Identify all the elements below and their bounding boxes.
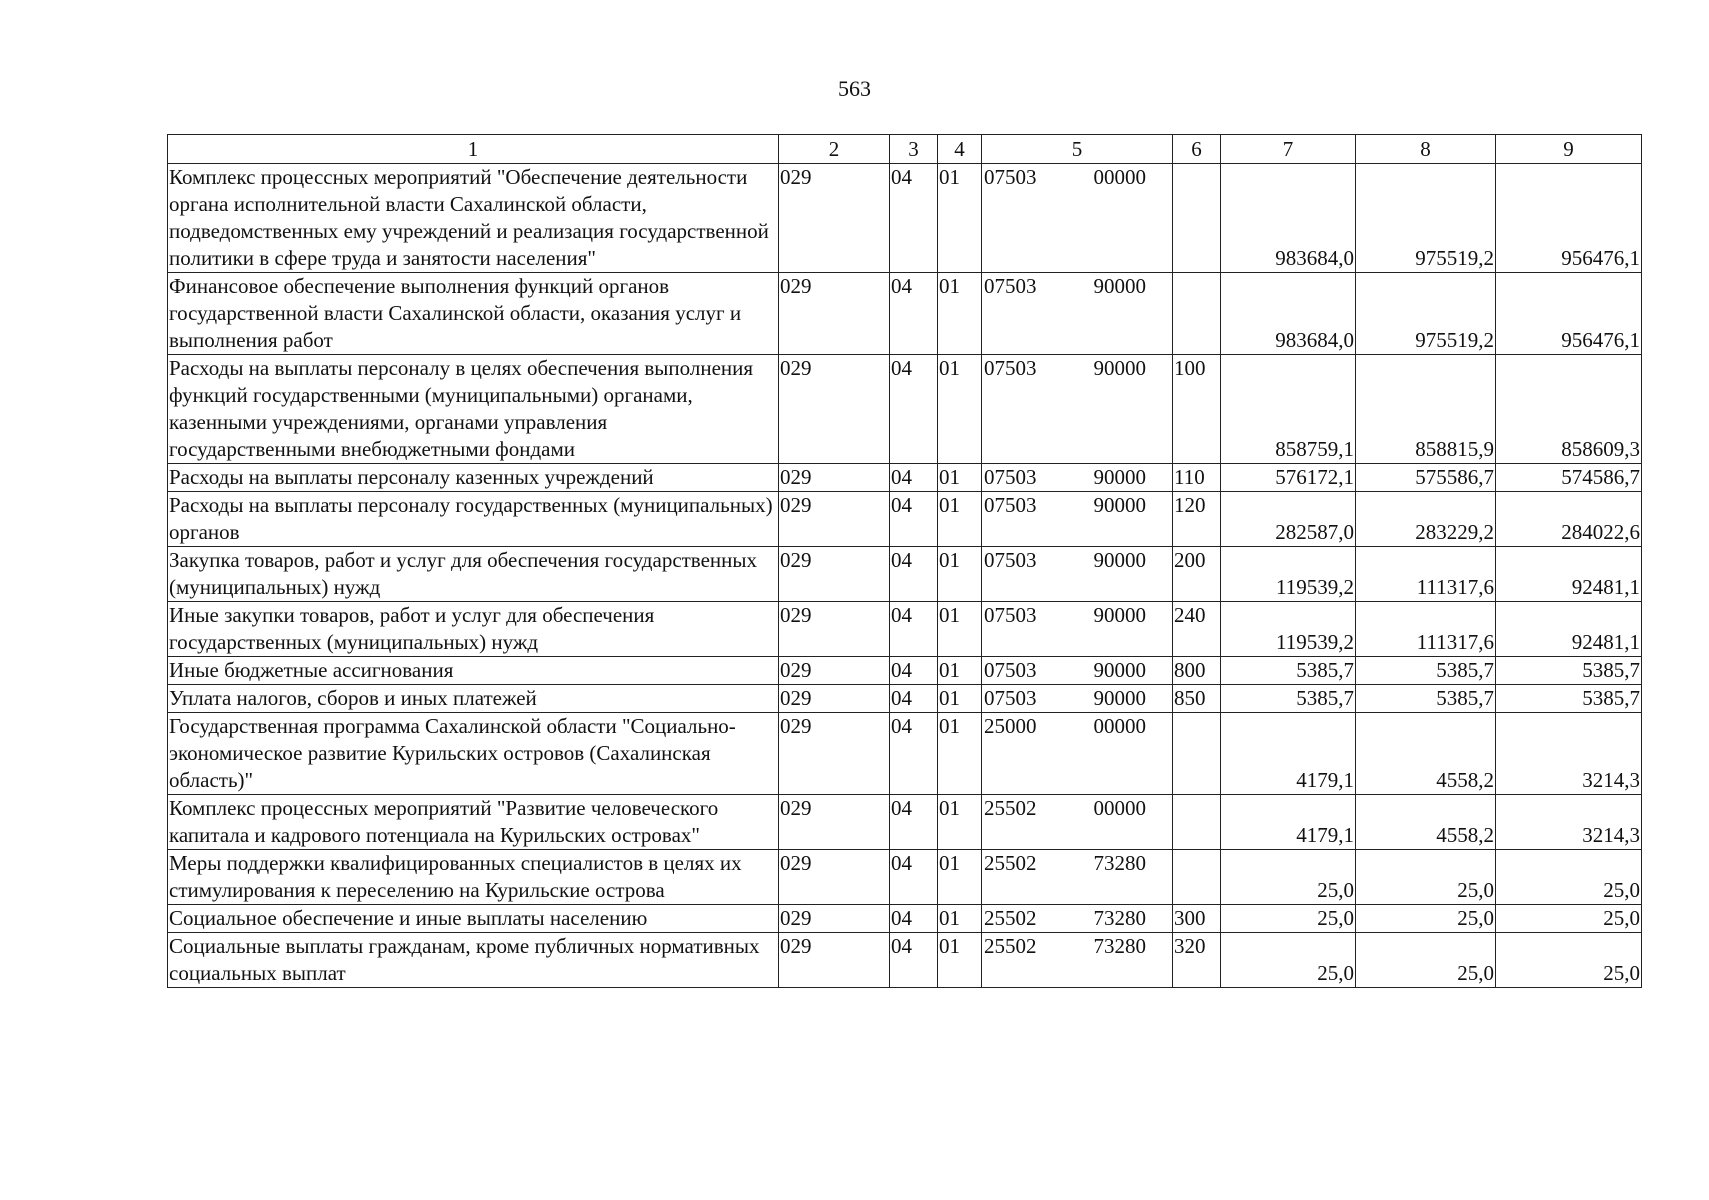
col3-code-cell: 04 [890, 602, 938, 657]
row-name-cell: Расходы на выплаты персоналу казенных учреждений [168, 464, 779, 492]
col5-code-part-b: 90000 [1093, 658, 1146, 682]
row-name-cell: Социальное обеспечение и иные выплаты населению [168, 905, 779, 933]
col8-value-cell: 575586,7 [1356, 464, 1496, 492]
col5-code-wrap [982, 355, 1172, 382]
col4-code-cell: 01 [938, 850, 982, 905]
col5-code-cell [982, 657, 1173, 685]
col9-value-cell: 858609,3 [1496, 355, 1642, 464]
page-number: 563 [838, 76, 871, 101]
row-name-cell: Иные бюджетные ассигнования [168, 657, 779, 685]
col6-code-cell: 110 [1173, 464, 1221, 492]
header-cell-8: 8 [1356, 135, 1496, 164]
col7-value-cell: 983684,0 [1221, 273, 1356, 355]
col3-code-cell: 04 [890, 905, 938, 933]
col5-code-part-b: 00000 [1093, 165, 1146, 189]
col8-value-cell: 111317,6 [1356, 602, 1496, 657]
col3-code-cell: 04 [890, 355, 938, 464]
col5-code-part-b: 90000 [1093, 356, 1146, 380]
col5-code-part-b: 90000 [1093, 465, 1146, 489]
col2-code-cell: 029 [779, 464, 890, 492]
col8-value-cell: 283229,2 [1356, 492, 1496, 547]
row-name-cell: Закупка товаров, работ и услуг для обеспечения государственных (муниципальных) нужд [168, 547, 779, 602]
col4-code-cell: 01 [938, 933, 982, 988]
col5-code-part-a: 07503 [984, 603, 1037, 627]
col2-code-cell: 029 [779, 795, 890, 850]
header-cell-1: 1 [168, 135, 779, 164]
col5-code-wrap [982, 464, 1172, 491]
table-row [168, 657, 1642, 685]
row-name-cell: Социальные выплаты гражданам, кроме публичных нормативных социальных выплат [168, 933, 779, 988]
col2-code-cell: 029 [779, 547, 890, 602]
col5-code-cell [982, 795, 1173, 850]
col2-code-cell: 029 [779, 905, 890, 933]
col7-value-cell: 858759,1 [1221, 355, 1356, 464]
col2-code-cell: 029 [779, 355, 890, 464]
col4-code-cell: 01 [938, 492, 982, 547]
col4-code-cell: 01 [938, 713, 982, 795]
col5-code-cell [982, 602, 1173, 657]
table-row [168, 355, 1642, 464]
col5-code-wrap [982, 685, 1172, 712]
header-cell-4: 4 [938, 135, 982, 164]
table-row [168, 492, 1642, 547]
header-cell-9: 9 [1496, 135, 1642, 164]
header-cell-6: 6 [1173, 135, 1221, 164]
col3-code-cell: 04 [890, 464, 938, 492]
col2-code-cell: 029 [779, 933, 890, 988]
row-name-cell: Комплекс процессных мероприятий "Обеспечение деятельности органа исполнительной власти Сахалинской области, подведомственных ему учреждений и реализация государственной политики в сфере труда и занятости населения" [168, 164, 779, 273]
col7-value-cell: 4179,1 [1221, 713, 1356, 795]
col5-code-part-b: 73280 [1093, 934, 1146, 958]
col3-code-cell: 04 [890, 492, 938, 547]
header-row [168, 135, 1642, 164]
col5-code-part-a: 07503 [984, 165, 1037, 189]
col9-value-cell: 3214,3 [1496, 713, 1642, 795]
col5-code-wrap [982, 492, 1172, 519]
col7-value-cell: 25,0 [1221, 850, 1356, 905]
col7-value-cell: 5385,7 [1221, 657, 1356, 685]
header-cell-3: 3 [890, 135, 938, 164]
table-row [168, 905, 1642, 933]
col3-code-cell: 04 [890, 933, 938, 988]
col8-value-cell: 25,0 [1356, 933, 1496, 988]
col7-value-cell: 25,0 [1221, 905, 1356, 933]
col5-code-part-b: 90000 [1093, 548, 1146, 572]
row-name-cell: Расходы на выплаты персоналу в целях обеспечения выполнения функций государственными (муниципальными) органами, казенными учреждениями, органами управления государственными внебюджетными фондами [168, 355, 779, 464]
col2-code-cell: 029 [779, 713, 890, 795]
col8-value-cell: 858815,9 [1356, 355, 1496, 464]
col5-code-cell [982, 355, 1173, 464]
col5-code-part-b: 90000 [1093, 493, 1146, 517]
col3-code-cell: 04 [890, 713, 938, 795]
col7-value-cell: 4179,1 [1221, 795, 1356, 850]
col5-code-cell [982, 713, 1173, 795]
table-row [168, 164, 1642, 273]
table-row [168, 713, 1642, 795]
col9-value-cell: 956476,1 [1496, 273, 1642, 355]
col5-code-cell [982, 273, 1173, 355]
col5-code-part-b: 00000 [1093, 714, 1146, 738]
col9-value-cell: 25,0 [1496, 933, 1642, 988]
row-name-cell: Меры поддержки квалифицированных специалистов в целях их стимулирования к переселению на Курильские острова [168, 850, 779, 905]
col7-value-cell: 119539,2 [1221, 547, 1356, 602]
col7-value-cell: 5385,7 [1221, 685, 1356, 713]
col5-code-part-a: 07503 [984, 274, 1037, 298]
col8-value-cell: 5385,7 [1356, 657, 1496, 685]
col5-code-part-b: 90000 [1093, 274, 1146, 298]
col2-code-cell: 029 [779, 492, 890, 547]
col9-value-cell: 284022,6 [1496, 492, 1642, 547]
col6-code-cell: 200 [1173, 547, 1221, 602]
col8-value-cell: 25,0 [1356, 850, 1496, 905]
col5-code-part-a: 25502 [984, 934, 1037, 958]
col5-code-wrap [982, 657, 1172, 684]
col6-code-cell [1173, 795, 1221, 850]
row-name-cell: Комплекс процессных мероприятий "Развитие человеческого капитала и кадрового потенциала на Курильских островах" [168, 795, 779, 850]
col4-code-cell: 01 [938, 905, 982, 933]
col5-code-part-a: 07503 [984, 465, 1037, 489]
col6-code-cell: 120 [1173, 492, 1221, 547]
col2-code-cell: 029 [779, 273, 890, 355]
col9-value-cell: 25,0 [1496, 850, 1642, 905]
col8-value-cell: 975519,2 [1356, 164, 1496, 273]
col9-value-cell: 5385,7 [1496, 685, 1642, 713]
row-name-cell: Финансовое обеспечение выполнения функций органов государственной власти Сахалинской области, оказания услуг и выполнения работ [168, 273, 779, 355]
col5-code-cell [982, 464, 1173, 492]
col5-code-wrap [982, 547, 1172, 574]
col8-value-cell: 975519,2 [1356, 273, 1496, 355]
col9-value-cell: 5385,7 [1496, 657, 1642, 685]
col4-code-cell: 01 [938, 657, 982, 685]
col5-code-part-a: 25502 [984, 796, 1037, 820]
header-cell-7: 7 [1221, 135, 1356, 164]
col5-code-cell [982, 492, 1173, 547]
table-row [168, 273, 1642, 355]
col5-code-wrap [982, 933, 1172, 960]
col2-code-cell: 029 [779, 602, 890, 657]
col3-code-cell: 04 [890, 273, 938, 355]
col8-value-cell: 25,0 [1356, 905, 1496, 933]
col7-value-cell: 25,0 [1221, 933, 1356, 988]
table-row [168, 685, 1642, 713]
col6-code-cell: 300 [1173, 905, 1221, 933]
col3-code-cell: 04 [890, 795, 938, 850]
col5-code-wrap [982, 602, 1172, 629]
header-cell-5: 5 [982, 135, 1173, 164]
col6-code-cell [1173, 850, 1221, 905]
col5-code-part-b: 90000 [1093, 603, 1146, 627]
budget-table [167, 134, 1642, 988]
col2-code-cell: 029 [779, 850, 890, 905]
col9-value-cell: 3214,3 [1496, 795, 1642, 850]
col9-value-cell: 956476,1 [1496, 164, 1642, 273]
col3-code-cell: 04 [890, 850, 938, 905]
col5-code-wrap [982, 273, 1172, 300]
table-row [168, 464, 1642, 492]
col5-code-part-a: 07503 [984, 356, 1037, 380]
col5-code-cell [982, 850, 1173, 905]
col9-value-cell: 574586,7 [1496, 464, 1642, 492]
col4-code-cell: 01 [938, 273, 982, 355]
col5-code-cell [982, 905, 1173, 933]
col4-code-cell: 01 [938, 164, 982, 273]
col4-code-cell: 01 [938, 464, 982, 492]
col4-code-cell: 01 [938, 795, 982, 850]
col5-code-part-b: 73280 [1093, 906, 1146, 930]
col5-code-part-a: 07503 [984, 686, 1037, 710]
col5-code-part-a: 07503 [984, 658, 1037, 682]
col5-code-cell [982, 547, 1173, 602]
col5-code-wrap [982, 164, 1172, 191]
col9-value-cell: 92481,1 [1496, 547, 1642, 602]
col5-code-part-a: 07503 [984, 548, 1037, 572]
col5-code-wrap [982, 713, 1172, 740]
col5-code-part-a: 25502 [984, 906, 1037, 930]
col5-code-wrap [982, 905, 1172, 932]
col8-value-cell: 5385,7 [1356, 685, 1496, 713]
row-name-cell: Иные закупки товаров, работ и услуг для обеспечения государственных (муниципальных) нужд [168, 602, 779, 657]
table-row [168, 547, 1642, 602]
col8-value-cell: 111317,6 [1356, 547, 1496, 602]
col7-value-cell: 282587,0 [1221, 492, 1356, 547]
row-name-cell: Государственная программа Сахалинской области "Социально-экономическое развитие Курильских островов (Сахалинская область)" [168, 713, 779, 795]
col2-code-cell: 029 [779, 685, 890, 713]
col7-value-cell: 983684,0 [1221, 164, 1356, 273]
col2-code-cell: 029 [779, 657, 890, 685]
col5-code-part-a: 25502 [984, 851, 1037, 875]
table-row [168, 795, 1642, 850]
col4-code-cell: 01 [938, 547, 982, 602]
col4-code-cell: 01 [938, 355, 982, 464]
col6-code-cell [1173, 273, 1221, 355]
col4-code-cell: 01 [938, 602, 982, 657]
row-name-cell: Уплата налогов, сборов и иных платежей [168, 685, 779, 713]
col5-code-wrap [982, 850, 1172, 877]
col3-code-cell: 04 [890, 547, 938, 602]
col5-code-cell [982, 933, 1173, 988]
col6-code-cell [1173, 713, 1221, 795]
col3-code-cell: 04 [890, 164, 938, 273]
header-cell-2: 2 [779, 135, 890, 164]
col9-value-cell: 92481,1 [1496, 602, 1642, 657]
table-row [168, 933, 1642, 988]
col6-code-cell: 240 [1173, 602, 1221, 657]
col5-code-cell [982, 164, 1173, 273]
col5-code-wrap [982, 795, 1172, 822]
col8-value-cell: 4558,2 [1356, 795, 1496, 850]
col6-code-cell: 320 [1173, 933, 1221, 988]
col2-code-cell: 029 [779, 164, 890, 273]
col7-value-cell: 576172,1 [1221, 464, 1356, 492]
col7-value-cell: 119539,2 [1221, 602, 1356, 657]
col5-code-part-b: 73280 [1093, 851, 1146, 875]
col4-code-cell: 01 [938, 685, 982, 713]
col6-code-cell: 850 [1173, 685, 1221, 713]
col6-code-cell [1173, 164, 1221, 273]
table-row [168, 850, 1642, 905]
col3-code-cell: 04 [890, 657, 938, 685]
col5-code-cell [982, 685, 1173, 713]
col5-code-part-b: 90000 [1093, 686, 1146, 710]
col3-code-cell: 04 [890, 685, 938, 713]
table-row [168, 602, 1642, 657]
table-body [168, 135, 1642, 988]
col5-code-part-a: 07503 [984, 493, 1037, 517]
col9-value-cell: 25,0 [1496, 905, 1642, 933]
col5-code-part-b: 00000 [1093, 796, 1146, 820]
col5-code-part-a: 25000 [984, 714, 1037, 738]
row-name-cell: Расходы на выплаты персоналу государственных (муниципальных) органов [168, 492, 779, 547]
col6-code-cell: 100 [1173, 355, 1221, 464]
col6-code-cell: 800 [1173, 657, 1221, 685]
col8-value-cell: 4558,2 [1356, 713, 1496, 795]
